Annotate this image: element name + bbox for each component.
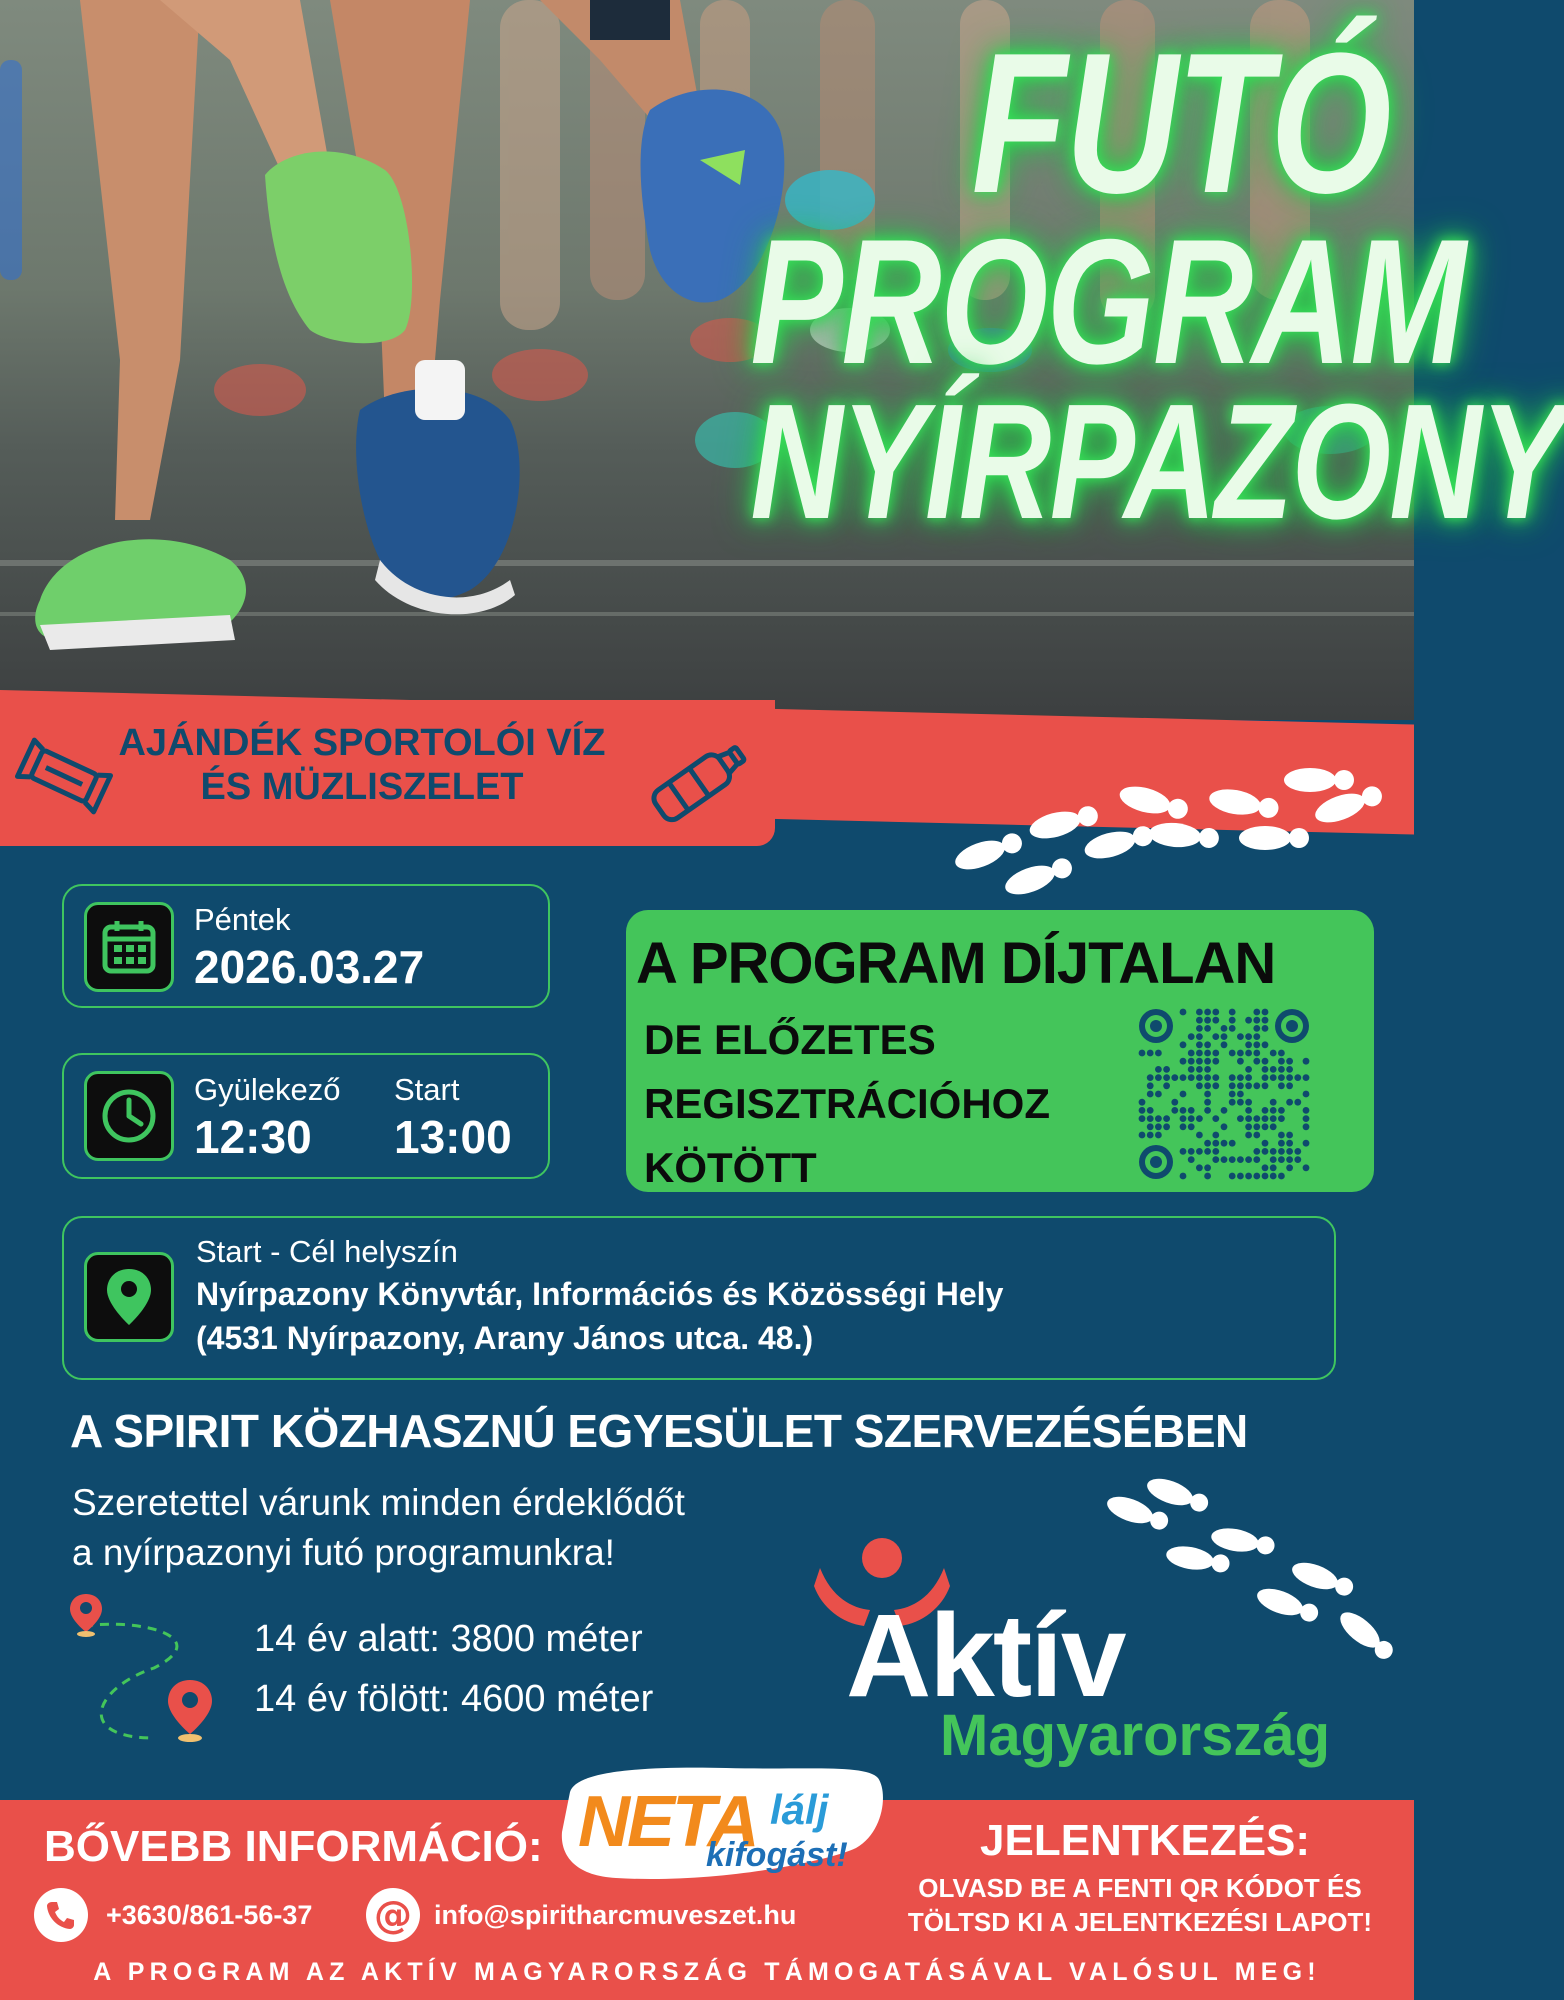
free-line-1: DE ELŐZETES — [644, 1016, 936, 1063]
register-instructions — [880, 1872, 1400, 1940]
start-label: Start — [394, 1072, 460, 1107]
email-address[interactable]: info@spiritharcmuveszet.hu — [434, 1900, 797, 1930]
date-value: 2026.03.27 — [194, 941, 425, 993]
aktiv-subtitle: Magyarország — [940, 1703, 1331, 1768]
register-heading: JELENTKEZÉS: — [980, 1816, 1311, 1865]
calendar-icon — [84, 902, 174, 992]
map-pin-icon — [84, 1252, 174, 1342]
distance-over-14: 14 év fölött: 4600 méter — [254, 1678, 654, 1720]
clock-icon — [84, 1071, 174, 1161]
gather-label: Gyülekező — [194, 1072, 341, 1107]
free-title: A PROGRAM DÍJTALAN — [636, 931, 1276, 996]
welcome-line-1: Szeretettel várunk minden érdeklődőt — [72, 1482, 685, 1523]
register-line-1: OLVASD BE A FENTI QR KÓDOT ÉS — [918, 1873, 1362, 1903]
gather-time: 12:30 — [194, 1111, 312, 1163]
day-label: Péntek — [194, 902, 291, 937]
title-line-program: PROGRAM — [750, 202, 1465, 401]
phone-icon — [34, 1888, 88, 1942]
footprints-icon — [960, 760, 1400, 900]
free-line-3: KÖTÖTT — [644, 1143, 817, 1191]
free-line-2: REGISZTRÁCIÓHOZ — [644, 1079, 1050, 1127]
free-subtitle — [644, 1008, 1050, 1199]
more-info-heading: BŐVEBB INFORMÁCIÓ: — [44, 1822, 543, 1871]
location-address: (4531 Nyírpazony, Arany János utca. 48.) — [196, 1320, 814, 1356]
organizer-heading: A SPIRIT KÖZHASZNÚ EGYESÜLET SZERVEZÉSÉBEN — [70, 1405, 1248, 1457]
kifogast-text: kifogást! — [706, 1836, 848, 1874]
title-line-futo: FUTÓ — [971, 12, 1390, 235]
supported-by: A PROGRAM AZ AKTÍV MAGYARORSZÁG TÁMOGATÁSÁVAL VALÓSUL MEG! — [93, 1958, 1321, 1986]
gift-line-1: AJÁNDÉK SPORTOLÓI VÍZ — [118, 722, 606, 764]
neta-text: NETA — [578, 1782, 757, 1862]
gift-line-2: ÉS MÜZLISZELET — [200, 765, 524, 808]
gift-text — [72, 722, 652, 809]
location-name: Nyírpazony Könyvtár, Információs és Közösségi Hely — [196, 1276, 1004, 1312]
hero-title — [570, 12, 1564, 554]
distance-under-14: 14 év alatt: 3800 méter — [254, 1618, 643, 1660]
register-line-2: TÖLTSD KI A JELENTKEZÉSI LAPOT! — [907, 1906, 1373, 1937]
email-icon: @ — [366, 1888, 420, 1942]
welcome-line-2: a nyírpazonyi futó programunkra! — [72, 1531, 615, 1573]
lalj-text: lálj — [770, 1786, 829, 1833]
start-time: 13:00 — [394, 1111, 512, 1163]
hero-photo — [0, 0, 1564, 720]
phone-number[interactable]: +3630/861-56-37 — [106, 1900, 313, 1930]
location-label: Start - Cél helyszín — [196, 1234, 458, 1269]
water-bottle-icon — [630, 730, 760, 840]
netalalj-logo — [556, 1752, 890, 1888]
aktiv-word: Aktív — [846, 1590, 1125, 1722]
muesli-bar-icon — [14, 736, 114, 816]
title-line-nyirpazony: NYÍRPAZONY — [750, 370, 1564, 554]
qr-code[interactable] — [1136, 1006, 1312, 1182]
welcome-text — [72, 1478, 685, 1578]
route-icon — [64, 1588, 224, 1758]
